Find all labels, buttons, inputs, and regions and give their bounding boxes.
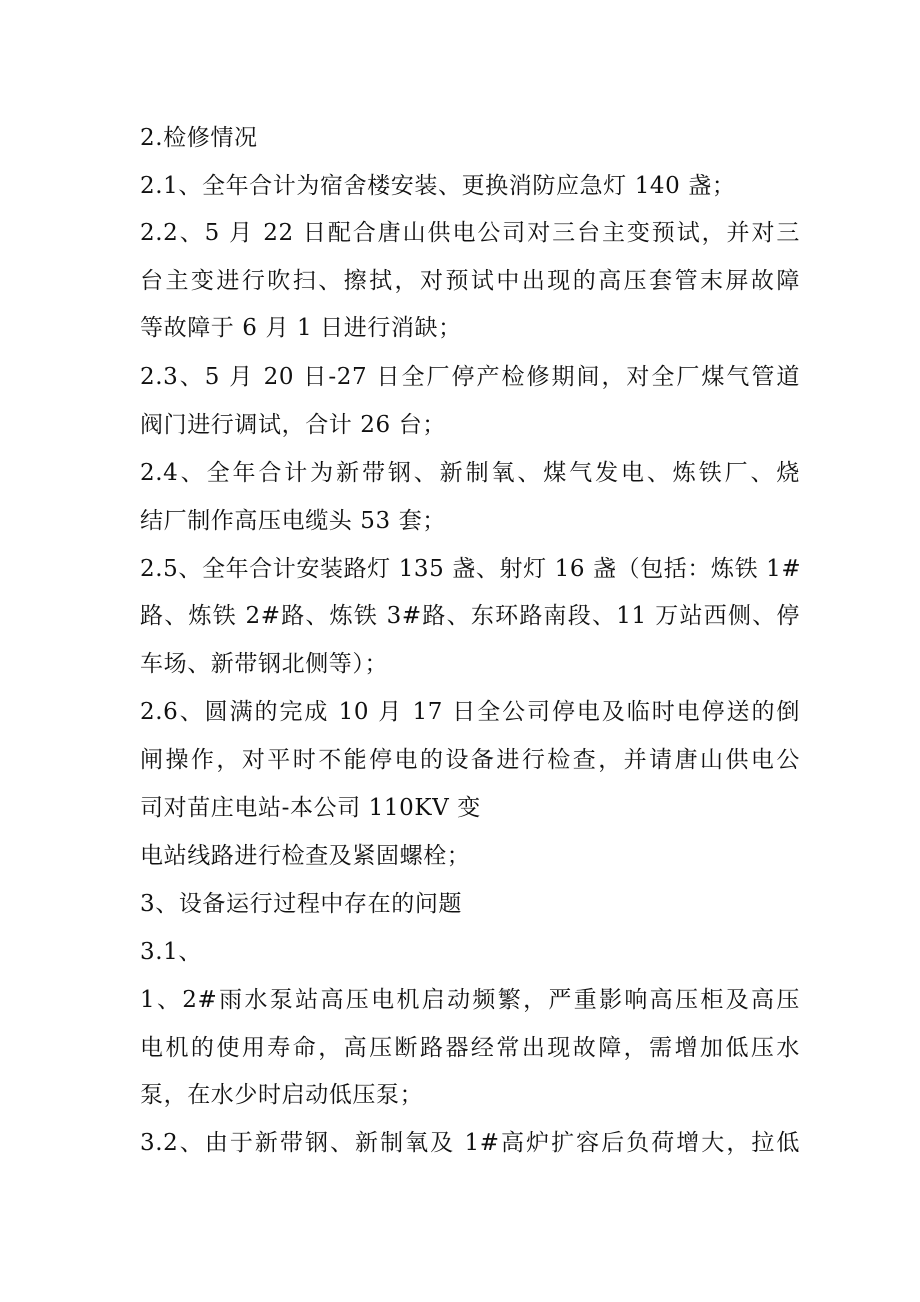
paragraph-line: 电机的使用寿命，高压断路器经常出现故障，需增加低压水 — [140, 1035, 800, 1061]
section-heading-maintenance: 2.检修情况 — [140, 125, 258, 151]
paragraph-line: 2.2、5 月 22 日配合唐山供电公司对三台主变预试，并对三 — [140, 220, 800, 246]
subsection-heading: 3.1、 — [140, 939, 202, 965]
paragraph-line: 闸操作，对平时不能停电的设备进行检查，并请唐山供电公 — [140, 747, 800, 773]
paragraph-line: 2.5、全年合计安装路灯 135 盏、射灯 16 盏（包括：炼铁 1# — [140, 556, 802, 582]
paragraph-line: 台主变进行吹扫、擦拭，对预试中出现的高压套管末屏故障 — [140, 268, 800, 294]
paragraph-line: 3.2、由于新带钢、新制氧及 1#高炉扩容后负荷增大，拉低 — [140, 1130, 800, 1156]
paragraph-line: 路、炼铁 2#路、炼铁 3#路、东环路南段、11 万站西侧、停 — [140, 603, 800, 629]
paragraph-line: 泵，在水少时启动低压泵； — [140, 1082, 424, 1108]
section-heading-issues: 3、设备运行过程中存在的问题 — [140, 891, 463, 917]
paragraph-line: 1、2#雨水泵站高压电机启动频繁，严重影响高压柜及高压 — [140, 987, 800, 1013]
paragraph-line: 2.1、全年合计为宿舍楼安装、更换消防应急灯 140 盏； — [140, 173, 736, 199]
paragraph-line: 结厂制作高压电缆头 53 套； — [140, 508, 446, 534]
paragraph-line: 车场、新带钢北侧等）； — [140, 651, 389, 677]
paragraph-line: 2.3、5 月 20 日-27 日全厂停产检修期间，对全厂煤气管道 — [140, 364, 800, 390]
paragraph-line: 2.6、圆满的完成 10 月 17 日全公司停电及临时电停送的倒 — [140, 699, 800, 725]
paragraph-line: 阀门进行调试，合计 26 台； — [140, 412, 446, 438]
paragraph-line: 2.4、全年合计为新带钢、新制氧、煤气发电、炼铁厂、烧 — [140, 460, 800, 486]
paragraph-line: 司对苗庄电站-本公司 110KV 变 — [140, 795, 481, 821]
paragraph-line: 电站线路进行检查及紧固螺栓； — [140, 843, 471, 869]
paragraph-line: 等故障于 6 月 1 日进行消缺； — [140, 315, 462, 341]
